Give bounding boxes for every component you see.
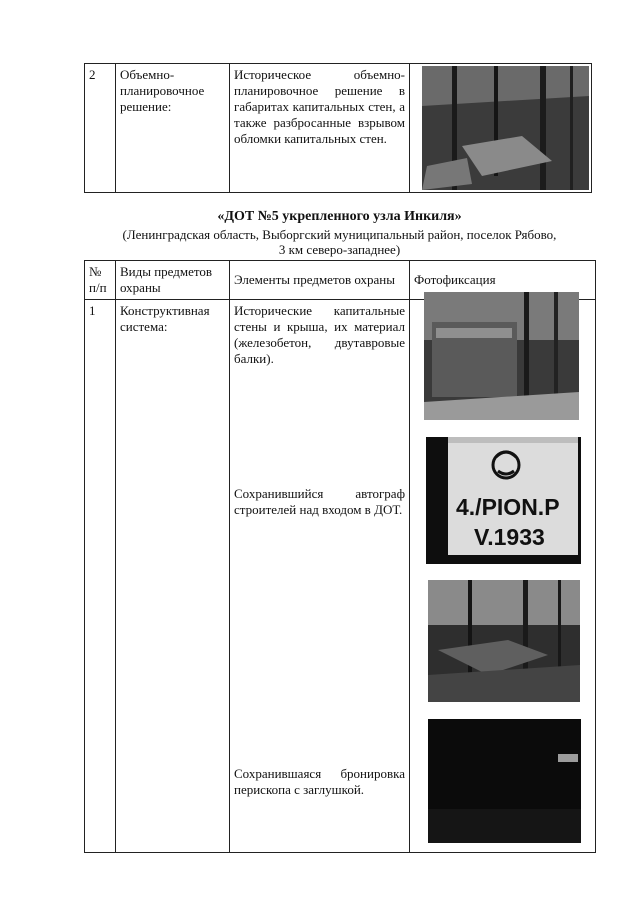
photo-autograph [426,437,581,564]
row-number: 1 [85,300,116,853]
protection-type: Конструктивная система: [116,300,230,853]
protection-elements-cell [230,300,410,853]
inscription-line-1: 4./PION.P [456,494,560,520]
photo-ruins [422,66,589,190]
photo-periscope [428,719,581,843]
inscription-line-2: V.1933 [474,524,545,550]
protection-elements: Историческое объемно-планировочное решение в габаритах капитальных стен, а также разбросанные взрывом обломки капитальных стен. [230,64,410,193]
photo-walls-roof [424,292,579,420]
subtitle-line-1: (Ленинградская область, Выборгский муниципальный район, поселок Рябово, [122,227,557,242]
header-elements: Элементы предметов охраны [230,261,410,300]
photo-bunker-forest [428,580,580,702]
section-title: «ДОТ №5 укрепленного узла Инкиля» [217,209,462,224]
header-type: Виды предметов охраны [116,261,230,300]
header-photo: Фотофиксация [410,261,596,300]
protection-type: Объемно-планировочное решение: [116,64,230,193]
element-periscope: Сохранившаяся бронировка перископа с заглушкой. [234,766,405,797]
row-number: 2 [85,64,116,193]
header-num: № п/п [85,261,116,300]
element-autograph: Сохранившийся автограф строителей над входом в ДОТ. [234,486,405,517]
section-subtitle [84,227,595,257]
element-walls-roof: Исторические капитальные стены и крыша, их материал (железобетон, двутавровые балки). [234,303,405,366]
subtitle-line-2: 3 км северо-западнее) [278,242,401,257]
